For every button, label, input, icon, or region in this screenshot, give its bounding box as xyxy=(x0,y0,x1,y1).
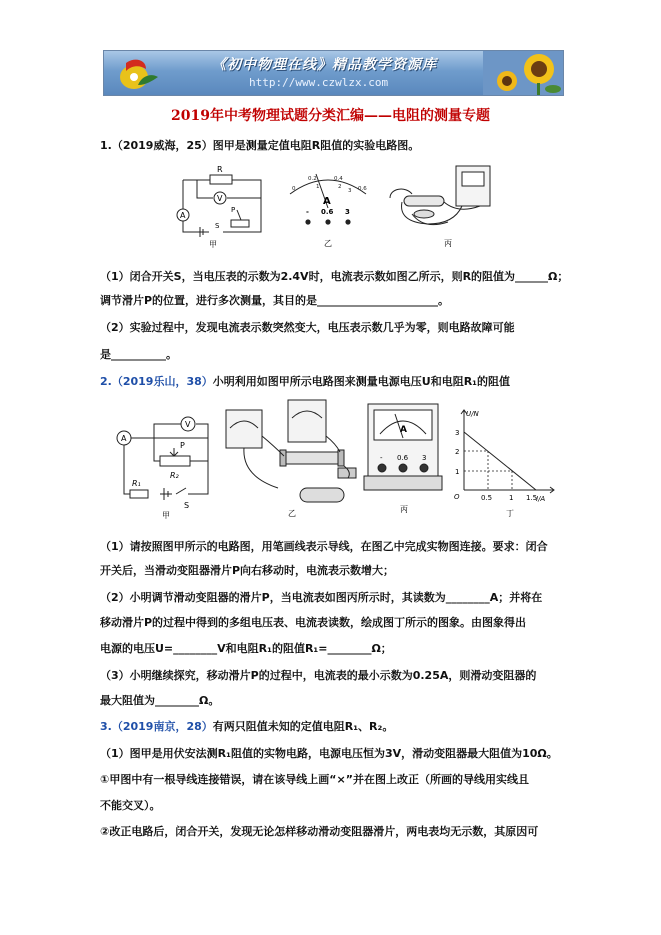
q2-header xyxy=(100,373,510,389)
q1-fig-c-caption: 丙 xyxy=(444,239,452,248)
q3-sub1-line1: （1）图甲是用伏安法测R₁阻值的实物电路，电源电压恒为3V，滑动变阻器最大阻值为10Ω。 xyxy=(100,747,558,760)
q2-sub3-line2: 最大阻值为________Ω。 xyxy=(100,694,220,707)
q1-dial-tick: 0 xyxy=(292,186,296,192)
q2-sub3-line1: （3）小明继续探究，移动滑片P的过程中，电流表的最小示数为0.25A，则滑动变阻器的 xyxy=(100,669,537,682)
q2-graph-ylabel: U/N xyxy=(466,410,479,418)
q1-fig-a-label-s: S xyxy=(215,222,220,230)
q2-fig-a-label-r2: R₂ xyxy=(170,471,179,480)
q2-graph-origin: O xyxy=(454,493,460,501)
q3-item1-line1: ①甲图中有一根导线连接错误，请在该导线上画“×”并在图上改正（所画的导线用实线且 xyxy=(100,773,529,786)
q2-ammeter-terminal: 0.6 xyxy=(397,454,409,462)
q2-header-text: 小明利用如图甲所示电路图来测量电源电压U和电阻R₁的阻值 xyxy=(212,375,510,388)
q1-dial-terminal: - xyxy=(306,208,309,216)
q2-fig-a-caption: 甲 xyxy=(162,511,170,520)
q2-fig-a-label-s: S xyxy=(184,501,190,510)
q1-fig-b-caption: 乙 xyxy=(324,239,332,248)
q1-fig-a-label-r: R xyxy=(217,165,223,174)
q2-ammeter-unit: A xyxy=(400,425,407,435)
site-logo-icon xyxy=(112,55,172,93)
q2-fig-b-caption: 乙 xyxy=(288,509,296,518)
q1-sub1-line1: （1）闭合开关S，当电压表的示数为2.4V时，电流表示数如图乙所示，则R的阻值为______Ω； xyxy=(100,270,569,283)
q3-header-source: 3.（2019南京，28） xyxy=(100,720,213,733)
q2-ammeter xyxy=(362,400,446,520)
q1-sub2-line2: 是__________。 xyxy=(100,348,177,361)
q1-dial-tick: 0.6 xyxy=(358,186,367,192)
q1-sub1-line2: 调节滑片P的位置，进行多次测量，其目的是______________________。 xyxy=(100,294,450,307)
q1-physical-circuit xyxy=(388,158,508,250)
q2-ammeter-terminal: 3 xyxy=(422,454,427,462)
q1-header: 1.（2019威海，25）图甲是测量定值电阻R阻值的实验电路图。 xyxy=(100,139,420,152)
q2-sub1-line2: 开关后，当滑动变阻器滑片P向右移动时，电流表示数增大； xyxy=(100,564,395,577)
q2-fig-d-caption: 丁 xyxy=(506,509,514,518)
sunflower-decoration-icon xyxy=(483,51,563,95)
q1-sub2-line1: （2）实验过程中，发现电流表示数突然变大，电压表示数几乎为零，则电路故障可能 xyxy=(100,321,515,334)
q1-fig-a-label-v: V xyxy=(217,194,223,203)
q1-fig-a-label-a: A xyxy=(180,211,186,220)
q1-dial-unit: A xyxy=(323,196,331,207)
q1-fig-a-caption: 甲 xyxy=(209,240,217,249)
q2-graph-xlabel: I/A xyxy=(536,495,546,503)
q2-fig-a-label-p: P xyxy=(180,441,185,450)
q1-dial-terminal: 3 xyxy=(345,208,350,216)
q2-fig-a-label-a: A xyxy=(121,434,127,443)
q1-dial-terminal: 0.6 xyxy=(321,208,334,216)
q2-ui-graph xyxy=(450,404,560,520)
q2-sub1-line1: （1）请按照图甲所示的电路图，用笔画线表示导线，在图乙中完成实物图连接。要求：闭合 xyxy=(100,540,548,553)
document-title: 2019年中考物理试题分类汇编——电阻的测量专题 xyxy=(171,108,490,124)
q2-graph-x-tick: 1 xyxy=(509,494,514,502)
q2-graph-x-tick: 0.5 xyxy=(481,494,493,502)
q2-circuit-diagram xyxy=(108,408,220,520)
q2-ammeter-terminal: - xyxy=(380,454,383,462)
q2-graph-y-tick: 3 xyxy=(455,429,460,437)
header-banner xyxy=(103,50,564,96)
q2-fig-c-caption: 丙 xyxy=(400,505,408,514)
q1-dial-tick: 1 xyxy=(316,184,320,190)
q1-dial-tick: 0.2 xyxy=(308,176,317,182)
q1-dial-tick: 2 xyxy=(338,184,342,190)
q1-circuit-diagram xyxy=(165,160,265,250)
q2-graph-x-tick: 1.5 xyxy=(526,494,538,502)
banner-url[interactable]: http://www.czwlzx.com xyxy=(249,76,389,89)
q2-fig-a-label-v: V xyxy=(185,420,191,429)
q3-header xyxy=(100,718,393,734)
q2-sub2-line3: 电源的电压U=________V和电阻R₁的阻值R₁=________Ω； xyxy=(100,642,392,655)
q2-fig-a-label-r1: R₁ xyxy=(132,479,141,488)
q3-item2-line1: ②改正电路后，闭合开关，发现无论怎样移动滑动变阻器滑片，两电表均无示数，其原因可 xyxy=(100,825,539,838)
q2-graph-y-tick: 2 xyxy=(455,448,460,456)
q2-header-source: 2.（2019乐山，38） xyxy=(100,375,213,388)
q2-graph-y-tick: 1 xyxy=(455,468,460,476)
q2-sub2-line2: 移动滑片P的过程中得到的多组电压表、电流表读数，绘成图丁所示的图象。由图象得出 xyxy=(100,616,527,629)
q3-item1-line2: 不能交叉）。 xyxy=(100,799,161,812)
q1-ammeter-dial xyxy=(282,168,374,250)
q1-fig-a-label-p: P xyxy=(231,206,236,214)
q2-sub2-line1: （2）小明调节滑动变阻器的滑片P，当电流表如图丙所示时，其读数为________A；并将在 xyxy=(100,591,543,604)
q2-physical-circuit xyxy=(218,396,360,520)
q1-dial-tick: 3 xyxy=(348,188,352,194)
q1-dial-tick: 0.4 xyxy=(334,176,343,182)
banner-title: 《初中物理在线》精品教学资源库 xyxy=(212,57,437,73)
q3-header-text: 有两只阻值未知的定值电阻R₁、R₂。 xyxy=(212,720,394,733)
